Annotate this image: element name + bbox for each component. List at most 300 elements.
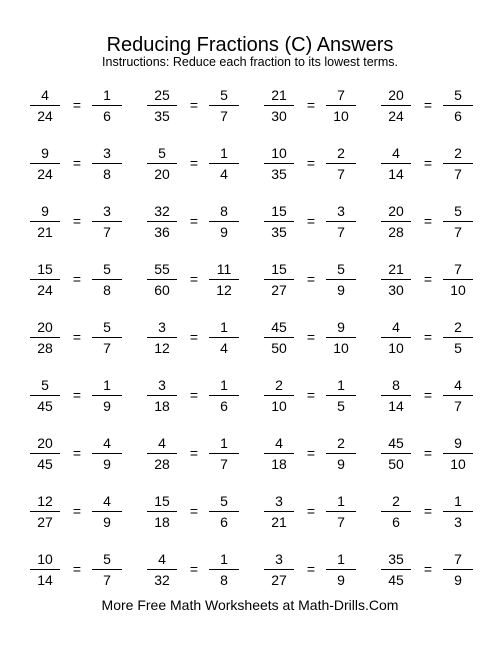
numerator: 32 xyxy=(154,203,170,219)
numerator: 4 xyxy=(392,319,400,335)
numerator: 5 xyxy=(103,319,111,335)
question-fraction xyxy=(264,202,294,242)
numerator: 9 xyxy=(454,435,462,451)
question-fraction xyxy=(264,86,294,126)
fraction-bar xyxy=(30,279,60,280)
fraction-bar xyxy=(147,569,177,570)
problem-row xyxy=(0,86,500,126)
question-fraction xyxy=(147,86,177,126)
denominator: 14 xyxy=(37,572,53,588)
equals-sign: = xyxy=(423,155,433,171)
denominator: 21 xyxy=(271,514,287,530)
denominator: 9 xyxy=(337,456,345,472)
answer-fraction xyxy=(92,550,122,590)
denominator: 45 xyxy=(388,572,404,588)
fraction-bar xyxy=(92,569,122,570)
fraction-bar xyxy=(381,221,411,222)
numerator: 45 xyxy=(388,435,404,451)
fraction-bar xyxy=(443,395,473,396)
page-title: Reducing Fractions (C) Answers xyxy=(106,34,394,56)
equals-sign: = xyxy=(306,503,316,519)
denominator: 8 xyxy=(103,166,111,182)
answer-fraction xyxy=(209,550,239,590)
question-fraction xyxy=(30,550,60,590)
numerator: 1 xyxy=(337,377,345,393)
problem-item xyxy=(264,434,374,474)
denominator: 50 xyxy=(271,340,287,356)
equals-sign: = xyxy=(306,213,316,229)
fraction-bar xyxy=(326,105,356,106)
denominator: 18 xyxy=(271,456,287,472)
equals-sign: = xyxy=(306,561,316,577)
problem-item xyxy=(264,202,374,242)
numerator: 10 xyxy=(271,145,287,161)
fraction-bar xyxy=(209,279,239,280)
problem-item xyxy=(147,434,257,474)
fraction-bar xyxy=(30,105,60,106)
denominator: 10 xyxy=(450,282,466,298)
fraction-bar xyxy=(92,511,122,512)
fraction-bar xyxy=(264,569,294,570)
question-fraction xyxy=(381,492,411,532)
numerator: 20 xyxy=(37,435,53,451)
fraction-bar xyxy=(326,279,356,280)
denominator: 5 xyxy=(454,340,462,356)
fraction-bar xyxy=(147,453,177,454)
equals-sign: = xyxy=(423,387,433,403)
problem-item xyxy=(264,492,374,532)
fraction-bar xyxy=(92,105,122,106)
denominator: 18 xyxy=(154,398,170,414)
answer-fraction xyxy=(209,434,239,474)
question-fraction xyxy=(264,492,294,532)
fraction-bar xyxy=(443,337,473,338)
denominator: 7 xyxy=(103,340,111,356)
denominator: 7 xyxy=(220,108,228,124)
question-fraction xyxy=(381,202,411,242)
denominator: 6 xyxy=(454,108,462,124)
numerator: 9 xyxy=(41,203,49,219)
numerator: 3 xyxy=(103,203,111,219)
question-fraction xyxy=(147,318,177,358)
equals-sign: = xyxy=(306,445,316,461)
denominator: 9 xyxy=(103,514,111,530)
denominator: 50 xyxy=(388,456,404,472)
question-fraction xyxy=(381,550,411,590)
problem-item xyxy=(30,86,140,126)
numerator: 9 xyxy=(337,319,345,335)
denominator: 35 xyxy=(271,224,287,240)
numerator: 5 xyxy=(454,87,462,103)
fraction-bar xyxy=(326,221,356,222)
denominator: 45 xyxy=(37,456,53,472)
equals-sign: = xyxy=(306,387,316,403)
fraction-bar xyxy=(209,395,239,396)
denominator: 30 xyxy=(271,108,287,124)
problem-item xyxy=(381,434,491,474)
numerator: 35 xyxy=(388,551,404,567)
numerator: 3 xyxy=(158,377,166,393)
problem-row xyxy=(0,376,500,416)
numerator: 20 xyxy=(388,203,404,219)
question-fraction xyxy=(381,434,411,474)
denominator: 21 xyxy=(37,224,53,240)
question-fraction xyxy=(147,144,177,184)
denominator: 9 xyxy=(454,572,462,588)
problem-item xyxy=(381,492,491,532)
numerator: 45 xyxy=(271,319,287,335)
problem-item xyxy=(381,86,491,126)
problem-item xyxy=(147,318,257,358)
problem-item xyxy=(381,318,491,358)
fraction-bar xyxy=(443,569,473,570)
equals-sign: = xyxy=(423,97,433,113)
answer-fraction xyxy=(326,318,356,358)
equals-sign: = xyxy=(189,561,199,577)
question-fraction xyxy=(30,202,60,242)
denominator: 7 xyxy=(337,224,345,240)
fraction-bar xyxy=(209,511,239,512)
problem-row xyxy=(0,318,500,358)
denominator: 8 xyxy=(220,572,228,588)
question-fraction xyxy=(147,492,177,532)
fraction-bar xyxy=(443,221,473,222)
problem-item xyxy=(30,492,140,532)
problem-item xyxy=(30,144,140,184)
numerator: 7 xyxy=(337,87,345,103)
equals-sign: = xyxy=(189,97,199,113)
equals-sign: = xyxy=(423,213,433,229)
numerator: 1 xyxy=(337,551,345,567)
question-fraction xyxy=(264,318,294,358)
answer-fraction xyxy=(443,144,473,184)
numerator: 1 xyxy=(220,145,228,161)
equals-sign: = xyxy=(306,329,316,345)
denominator: 9 xyxy=(337,572,345,588)
denominator: 36 xyxy=(154,224,170,240)
numerator: 20 xyxy=(37,319,53,335)
equals-sign: = xyxy=(423,329,433,345)
numerator: 7 xyxy=(454,551,462,567)
fraction-bar xyxy=(147,511,177,512)
numerator: 1 xyxy=(337,493,345,509)
problem-item xyxy=(147,202,257,242)
denominator: 7 xyxy=(337,166,345,182)
answer-fraction xyxy=(326,144,356,184)
numerator: 7 xyxy=(454,261,462,277)
denominator: 10 xyxy=(333,108,349,124)
denominator: 7 xyxy=(220,456,228,472)
equals-sign: = xyxy=(189,213,199,229)
fraction-bar xyxy=(381,337,411,338)
problem-item xyxy=(264,260,374,300)
fraction-bar xyxy=(209,163,239,164)
question-fraction xyxy=(30,376,60,416)
question-fraction xyxy=(381,376,411,416)
numerator: 5 xyxy=(158,145,166,161)
numerator: 21 xyxy=(388,261,404,277)
equals-sign: = xyxy=(189,445,199,461)
fraction-bar xyxy=(264,221,294,222)
denominator: 28 xyxy=(37,340,53,356)
denominator: 12 xyxy=(154,340,170,356)
fraction-bar xyxy=(264,337,294,338)
numerator: 2 xyxy=(337,145,345,161)
denominator: 6 xyxy=(103,108,111,124)
equals-sign: = xyxy=(72,213,82,229)
question-fraction xyxy=(147,434,177,474)
answer-fraction xyxy=(326,550,356,590)
denominator: 10 xyxy=(388,340,404,356)
problem-item xyxy=(147,376,257,416)
denominator: 4 xyxy=(220,166,228,182)
fraction-bar xyxy=(92,163,122,164)
fraction-bar xyxy=(381,453,411,454)
problem-item xyxy=(381,260,491,300)
denominator: 10 xyxy=(271,398,287,414)
question-fraction xyxy=(30,144,60,184)
problem-item xyxy=(147,86,257,126)
equals-sign: = xyxy=(189,155,199,171)
denominator: 9 xyxy=(337,282,345,298)
equals-sign: = xyxy=(72,561,82,577)
numerator: 20 xyxy=(388,87,404,103)
denominator: 24 xyxy=(37,108,53,124)
problem-item xyxy=(381,550,491,590)
fraction-bar xyxy=(209,569,239,570)
fraction-bar xyxy=(147,279,177,280)
numerator: 2 xyxy=(454,319,462,335)
denominator: 9 xyxy=(220,224,228,240)
equals-sign: = xyxy=(423,445,433,461)
answer-fraction xyxy=(92,260,122,300)
numerator: 21 xyxy=(271,87,287,103)
numerator: 1 xyxy=(103,87,111,103)
denominator: 4 xyxy=(220,340,228,356)
fraction-bar xyxy=(264,395,294,396)
fraction-bar xyxy=(92,221,122,222)
fraction-bar xyxy=(147,105,177,106)
answer-fraction xyxy=(443,492,473,532)
answer-fraction xyxy=(209,202,239,242)
problem-item xyxy=(381,376,491,416)
fraction-bar xyxy=(30,569,60,570)
denominator: 8 xyxy=(103,282,111,298)
problem-row xyxy=(0,144,500,184)
denominator: 5 xyxy=(337,398,345,414)
equals-sign: = xyxy=(423,503,433,519)
denominator: 6 xyxy=(220,398,228,414)
answer-fraction xyxy=(326,434,356,474)
fraction-bar xyxy=(30,395,60,396)
denominator: 30 xyxy=(388,282,404,298)
answer-fraction xyxy=(209,318,239,358)
fraction-bar xyxy=(326,511,356,512)
numerator: 1 xyxy=(220,551,228,567)
answer-fraction xyxy=(326,86,356,126)
question-fraction xyxy=(264,550,294,590)
numerator: 5 xyxy=(454,203,462,219)
problem-item xyxy=(381,202,491,242)
fraction-bar xyxy=(381,395,411,396)
numerator: 4 xyxy=(103,435,111,451)
answer-fraction xyxy=(443,376,473,416)
denominator: 7 xyxy=(103,572,111,588)
fraction-bar xyxy=(443,163,473,164)
problem-item xyxy=(30,318,140,358)
problem-row xyxy=(0,550,500,590)
question-fraction xyxy=(381,260,411,300)
fraction-bar xyxy=(443,279,473,280)
numerator: 4 xyxy=(275,435,283,451)
denominator: 24 xyxy=(388,108,404,124)
fraction-bar xyxy=(92,395,122,396)
denominator: 27 xyxy=(271,572,287,588)
equals-sign: = xyxy=(72,155,82,171)
equals-sign: = xyxy=(72,97,82,113)
answer-fraction xyxy=(443,550,473,590)
denominator: 10 xyxy=(450,456,466,472)
denominator: 60 xyxy=(154,282,170,298)
fraction-bar xyxy=(92,453,122,454)
denominator: 7 xyxy=(103,224,111,240)
fraction-bar xyxy=(147,163,177,164)
problem-row xyxy=(0,202,500,242)
denominator: 45 xyxy=(37,398,53,414)
answer-fraction xyxy=(443,86,473,126)
denominator: 24 xyxy=(37,282,53,298)
question-fraction xyxy=(30,318,60,358)
equals-sign: = xyxy=(189,271,199,287)
numerator: 15 xyxy=(37,261,53,277)
question-fraction xyxy=(381,86,411,126)
numerator: 2 xyxy=(275,377,283,393)
answer-fraction xyxy=(443,318,473,358)
fraction-bar xyxy=(381,163,411,164)
denominator: 28 xyxy=(154,456,170,472)
problem-item xyxy=(147,260,257,300)
denominator: 28 xyxy=(388,224,404,240)
answer-fraction xyxy=(92,376,122,416)
question-fraction xyxy=(30,260,60,300)
numerator: 1 xyxy=(454,493,462,509)
equals-sign: = xyxy=(72,503,82,519)
answer-fraction xyxy=(92,434,122,474)
equals-sign: = xyxy=(72,329,82,345)
question-fraction xyxy=(147,202,177,242)
numerator: 4 xyxy=(103,493,111,509)
answer-fraction xyxy=(92,144,122,184)
fraction-bar xyxy=(443,453,473,454)
numerator: 11 xyxy=(216,261,232,277)
fraction-bar xyxy=(326,395,356,396)
numerator: 5 xyxy=(220,87,228,103)
numerator: 1 xyxy=(220,377,228,393)
problem-item xyxy=(30,434,140,474)
question-fraction xyxy=(264,144,294,184)
denominator: 10 xyxy=(333,340,349,356)
numerator: 15 xyxy=(271,203,287,219)
numerator: 3 xyxy=(275,493,283,509)
numerator: 3 xyxy=(158,319,166,335)
fraction-bar xyxy=(30,511,60,512)
denominator: 27 xyxy=(37,514,53,530)
fraction-bar xyxy=(209,453,239,454)
problem-item xyxy=(147,492,257,532)
numerator: 5 xyxy=(103,551,111,567)
numerator: 4 xyxy=(392,145,400,161)
numerator: 15 xyxy=(271,261,287,277)
fraction-bar xyxy=(264,163,294,164)
numerator: 1 xyxy=(103,377,111,393)
fraction-bar xyxy=(209,337,239,338)
denominator: 7 xyxy=(337,514,345,530)
equals-sign: = xyxy=(72,387,82,403)
problem-item xyxy=(30,202,140,242)
numerator: 4 xyxy=(158,551,166,567)
numerator: 2 xyxy=(337,435,345,451)
question-fraction xyxy=(147,376,177,416)
problem-row xyxy=(0,434,500,474)
fraction-bar xyxy=(326,569,356,570)
fraction-bar xyxy=(443,105,473,106)
numerator: 2 xyxy=(392,493,400,509)
problem-item xyxy=(30,550,140,590)
answer-fraction xyxy=(326,376,356,416)
numerator: 8 xyxy=(220,203,228,219)
fraction-bar xyxy=(147,337,177,338)
denominator: 7 xyxy=(454,166,462,182)
denominator: 27 xyxy=(271,282,287,298)
answer-fraction xyxy=(326,202,356,242)
fraction-bar xyxy=(381,511,411,512)
numerator: 4 xyxy=(41,87,49,103)
denominator: 9 xyxy=(103,398,111,414)
numerator: 3 xyxy=(103,145,111,161)
fraction-bar xyxy=(381,569,411,570)
fraction-bar xyxy=(381,279,411,280)
answer-fraction xyxy=(92,492,122,532)
fraction-bar xyxy=(326,337,356,338)
answer-fraction xyxy=(326,492,356,532)
denominator: 32 xyxy=(154,572,170,588)
fraction-bar xyxy=(30,221,60,222)
equals-sign: = xyxy=(189,503,199,519)
problem-item xyxy=(264,376,374,416)
numerator: 5 xyxy=(337,261,345,277)
question-fraction xyxy=(264,376,294,416)
problem-item xyxy=(264,550,374,590)
denominator: 12 xyxy=(216,282,232,298)
footer-text: More Free Math Worksheets at Math-Drills.Com xyxy=(101,597,399,613)
question-fraction xyxy=(30,434,60,474)
question-fraction xyxy=(147,550,177,590)
problem-item xyxy=(264,318,374,358)
numerator: 4 xyxy=(454,377,462,393)
fraction-bar xyxy=(381,105,411,106)
numerator: 5 xyxy=(41,377,49,393)
fraction-bar xyxy=(30,163,60,164)
problem-item xyxy=(147,144,257,184)
numerator: 5 xyxy=(220,493,228,509)
fraction-bar xyxy=(147,395,177,396)
fraction-bar xyxy=(264,453,294,454)
answer-fraction xyxy=(326,260,356,300)
problem-row xyxy=(0,492,500,532)
answer-fraction xyxy=(209,376,239,416)
numerator: 55 xyxy=(154,261,170,277)
answer-fraction xyxy=(209,144,239,184)
